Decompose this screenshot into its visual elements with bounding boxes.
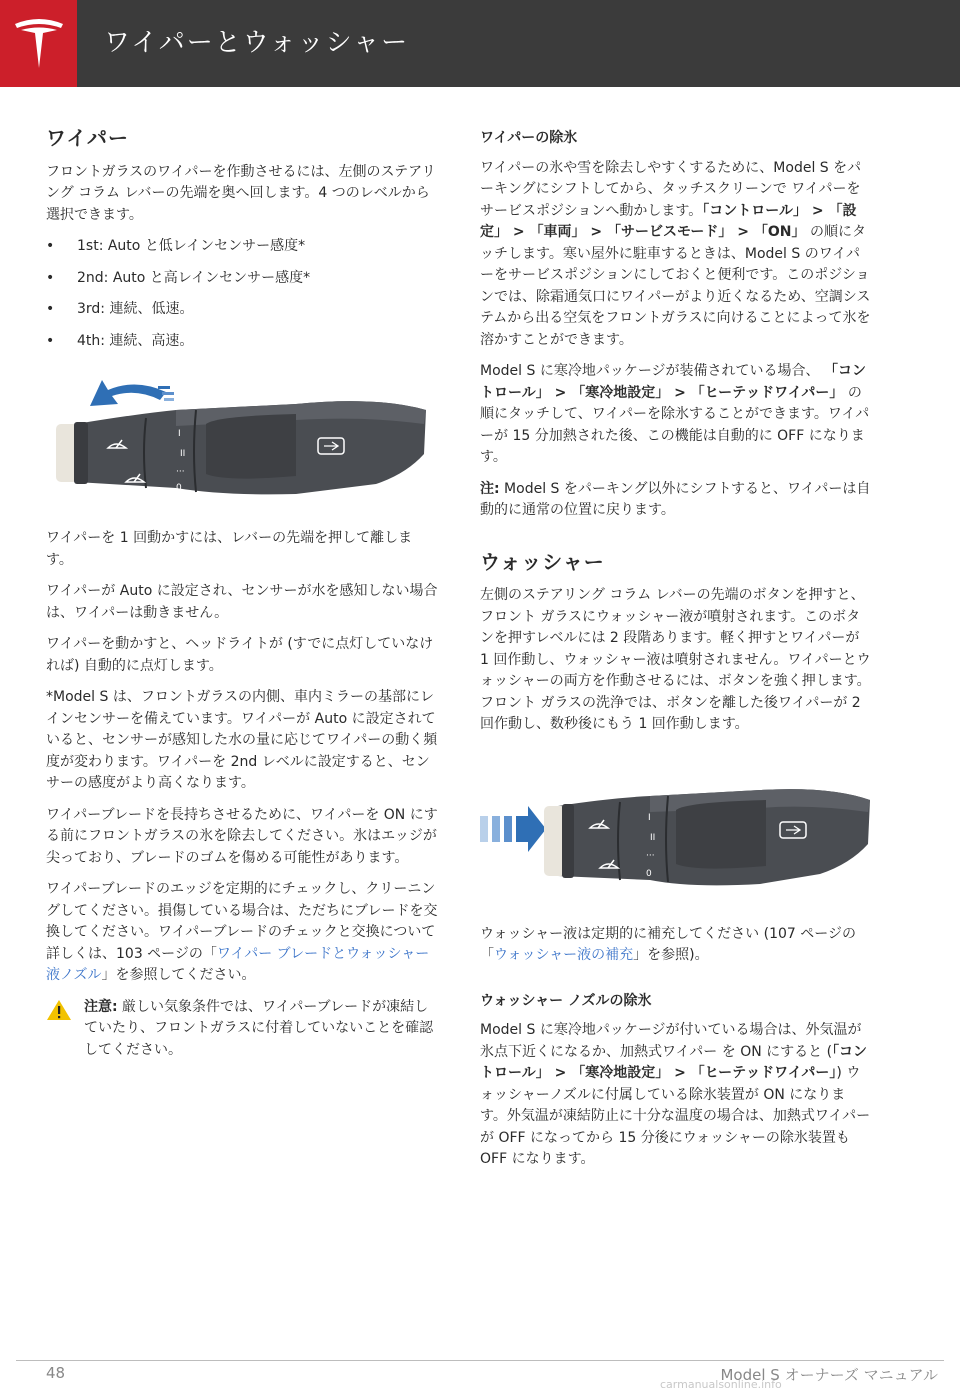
washer-p1: 左側のステアリング コラム レバーの先端のボタンを押すと、フロント ガラスにウォッシャー液が噴射されます。このボタンを押すレベルには 2 段階あります。軽く押すとワイパーが 1 回作動し、ウォッシャー液は噴射されません。ワイパーとウォッシャーの両方を作動させるには、ボタンを強く押します。フロント ガラスの洗浄では、ボタンを離した後ワイパーが 2 回作動し、数秒後にもう 1 回作動します。 bbox=[480, 587, 871, 732]
left-column bbox=[46, 128, 438, 1061]
text-span: ワイパーの氷や雪を除去しやすくするために、Model S をパーキングにシフトしてから、タッチスクリーンで ワイパーをサービスポジションへ動かします。 bbox=[480, 159, 862, 219]
warning-label: 注意: bbox=[84, 998, 118, 1015]
svg-text:···: ··· bbox=[176, 467, 185, 477]
note-text: Model S をパーキング以外にシフトすると、ワイパーは自動的に通常の位置に戻ります。 bbox=[480, 480, 871, 518]
menu-path: 「コントロール」 > 「寒冷地設定」 > 「ヒーテッドワイパー」 bbox=[480, 363, 866, 401]
warning-text: 厳しい気象条件では、ワイパーブレードが凍結していたり、フロントガラスに付着していないことを確認してください。 bbox=[84, 998, 434, 1058]
nozzle-p bbox=[480, 1020, 872, 1171]
list-item: • 2nd: Auto と高レインセンサー感度* bbox=[46, 268, 438, 290]
link-washer-refill[interactable]: ウォッシャー液の補充 bbox=[494, 947, 634, 963]
wiper-lever-illustration bbox=[46, 364, 438, 514]
list-item: • 3rd: 連続、低速。 bbox=[46, 299, 438, 321]
page-number: 48 bbox=[46, 1364, 66, 1382]
text-span: Model S に寒冷地パッケージが付いている場合は、外気温が氷点下近くになるか、加熱式ワイパー を ON にすると ( bbox=[480, 1022, 862, 1060]
text-span: の順にタッチして、ワイパーを除氷することができます。ワイパーが 15 分加熱された後、この機能は自動的に OFF になります。 bbox=[480, 384, 870, 465]
menu-path: 「コントロール」 > 「寒冷地設定」 > 「ヒーテッドワイパー」 bbox=[480, 1043, 868, 1081]
text-span: 」を参照してください。 bbox=[101, 967, 256, 983]
text-span: の順にタッチします。寒い屋外に駐車するときは、Model S のワイパーをサービスポジションにしておくと便利です。このポジションでは、除霜通気口にワイパーがより近くなるため、空調システムから出る空気をフロントガラスに向けることによって氷を溶かすことができます。 bbox=[480, 224, 871, 348]
watermark: carmanualsonline.info bbox=[660, 1378, 782, 1391]
svg-text:0: 0 bbox=[646, 868, 652, 879]
wipers-p2: ワイパーが Auto に設定され、センサーが水を感知しない場合は、ワイパーは動きません。 bbox=[46, 583, 438, 621]
svg-text:II: II bbox=[180, 449, 186, 459]
wipers-p1: ワイパーを 1 回動かすには、レバーの先端を押して離します。 bbox=[46, 530, 413, 568]
text-span: Model S に寒冷地パッケージが装備されている場合、 bbox=[480, 363, 824, 379]
note-label: 注: bbox=[480, 480, 500, 497]
wipers-p5: ワイパーブレードを長持ちさせるために、ワイパーを ON にする前にフロントガラスの氷を除去してください。氷はエッジが尖っており、ブレードのゴムを傷める可能性があります。 bbox=[46, 806, 438, 866]
svg-text:···: ··· bbox=[646, 850, 655, 861]
list-item: • 4th: 連続、高速。 bbox=[46, 331, 438, 353]
washer-heading: ウォッシャー bbox=[480, 549, 605, 574]
deice-p2 bbox=[480, 361, 872, 469]
nozzle-heading: ウォッシャー ノズルの除氷 bbox=[480, 992, 652, 1009]
wiper-levels-list bbox=[46, 236, 438, 352]
deice-p1 bbox=[480, 158, 872, 352]
warning-icon bbox=[46, 999, 72, 1021]
text-span: ウォッシャー液は定期的に補充してください (107 ページの「 bbox=[480, 925, 856, 963]
text-span: ワイパーブレードのエッジを定期的にチェックし、クリーニングしてください。損傷している場合は、ただちにブレードを交換してください。ワイパーブレードのチェックと交換について詳しくは、103 ページの「 bbox=[46, 881, 438, 962]
wipers-p4: *Model S は、フロントガラスの内側、車内ミラーの基部にレインセンサーを備えています。ワイパーが Auto に設定されていると、センサーが感知した水の量に応じてワイパーの動く頻度が変わります。ワイパーを 2nd レベルに設定すると、センサーの感度がより高くなります。 bbox=[46, 689, 438, 791]
page-title: ワイパーとウォッシャー bbox=[104, 28, 410, 58]
rotate-arrow-icon bbox=[90, 380, 174, 406]
push-arrow-icon bbox=[480, 806, 546, 852]
wipers-p6 bbox=[46, 879, 438, 987]
deice-note bbox=[480, 479, 872, 522]
washer-p2 bbox=[480, 924, 872, 967]
footer-divider bbox=[16, 1360, 944, 1361]
washer-lever-illustration bbox=[480, 776, 872, 906]
wipers-intro: フロントガラスのワイパーを作動させるには、左側のステアリング コラム レバーの先端を奥へ回します。4 つのレベルから選択できます。 bbox=[46, 163, 436, 223]
wipers-heading: ワイパー bbox=[46, 126, 129, 150]
svg-text:I: I bbox=[178, 429, 181, 439]
list-item: • 1st: Auto と低レインセンサー感度* bbox=[46, 236, 438, 258]
page-header bbox=[0, 0, 960, 87]
wipers-p3: ワイパーを動かすと、ヘッドライトが (すでに点灯していなければ) 自動的に点灯します。 bbox=[46, 636, 434, 674]
link-wiper-blades[interactable]: ワイパー ブレードとウォッシャー液ノズル bbox=[46, 945, 430, 983]
svg-text:I: I bbox=[648, 812, 651, 823]
right-column bbox=[480, 128, 872, 1181]
tesla-logo-icon bbox=[13, 16, 65, 72]
svg-text:II: II bbox=[650, 832, 656, 843]
deice-heading: ワイパーの除氷 bbox=[480, 130, 578, 146]
svg-text:0: 0 bbox=[176, 483, 182, 493]
text-span: ) ウォッシャーノズルに付属している除氷装置が ON になります。外気温が凍結防止に十分な温度の場合は、加熱式ワイパーが OFF になってから 15 分後にウォッシャーの除氷装置も OFF になります。 bbox=[480, 1065, 871, 1167]
warning-callout bbox=[46, 997, 438, 1062]
manual-title: Model S オーナーズ マニュアル bbox=[720, 1366, 938, 1384]
text-span: 」を参照)。 bbox=[633, 947, 709, 963]
menu-path: 「コントロール」 > 「設定」 > 「車両」 > 「サービスモード」 > 「ON」 bbox=[480, 202, 857, 240]
tesla-logo bbox=[0, 0, 77, 87]
